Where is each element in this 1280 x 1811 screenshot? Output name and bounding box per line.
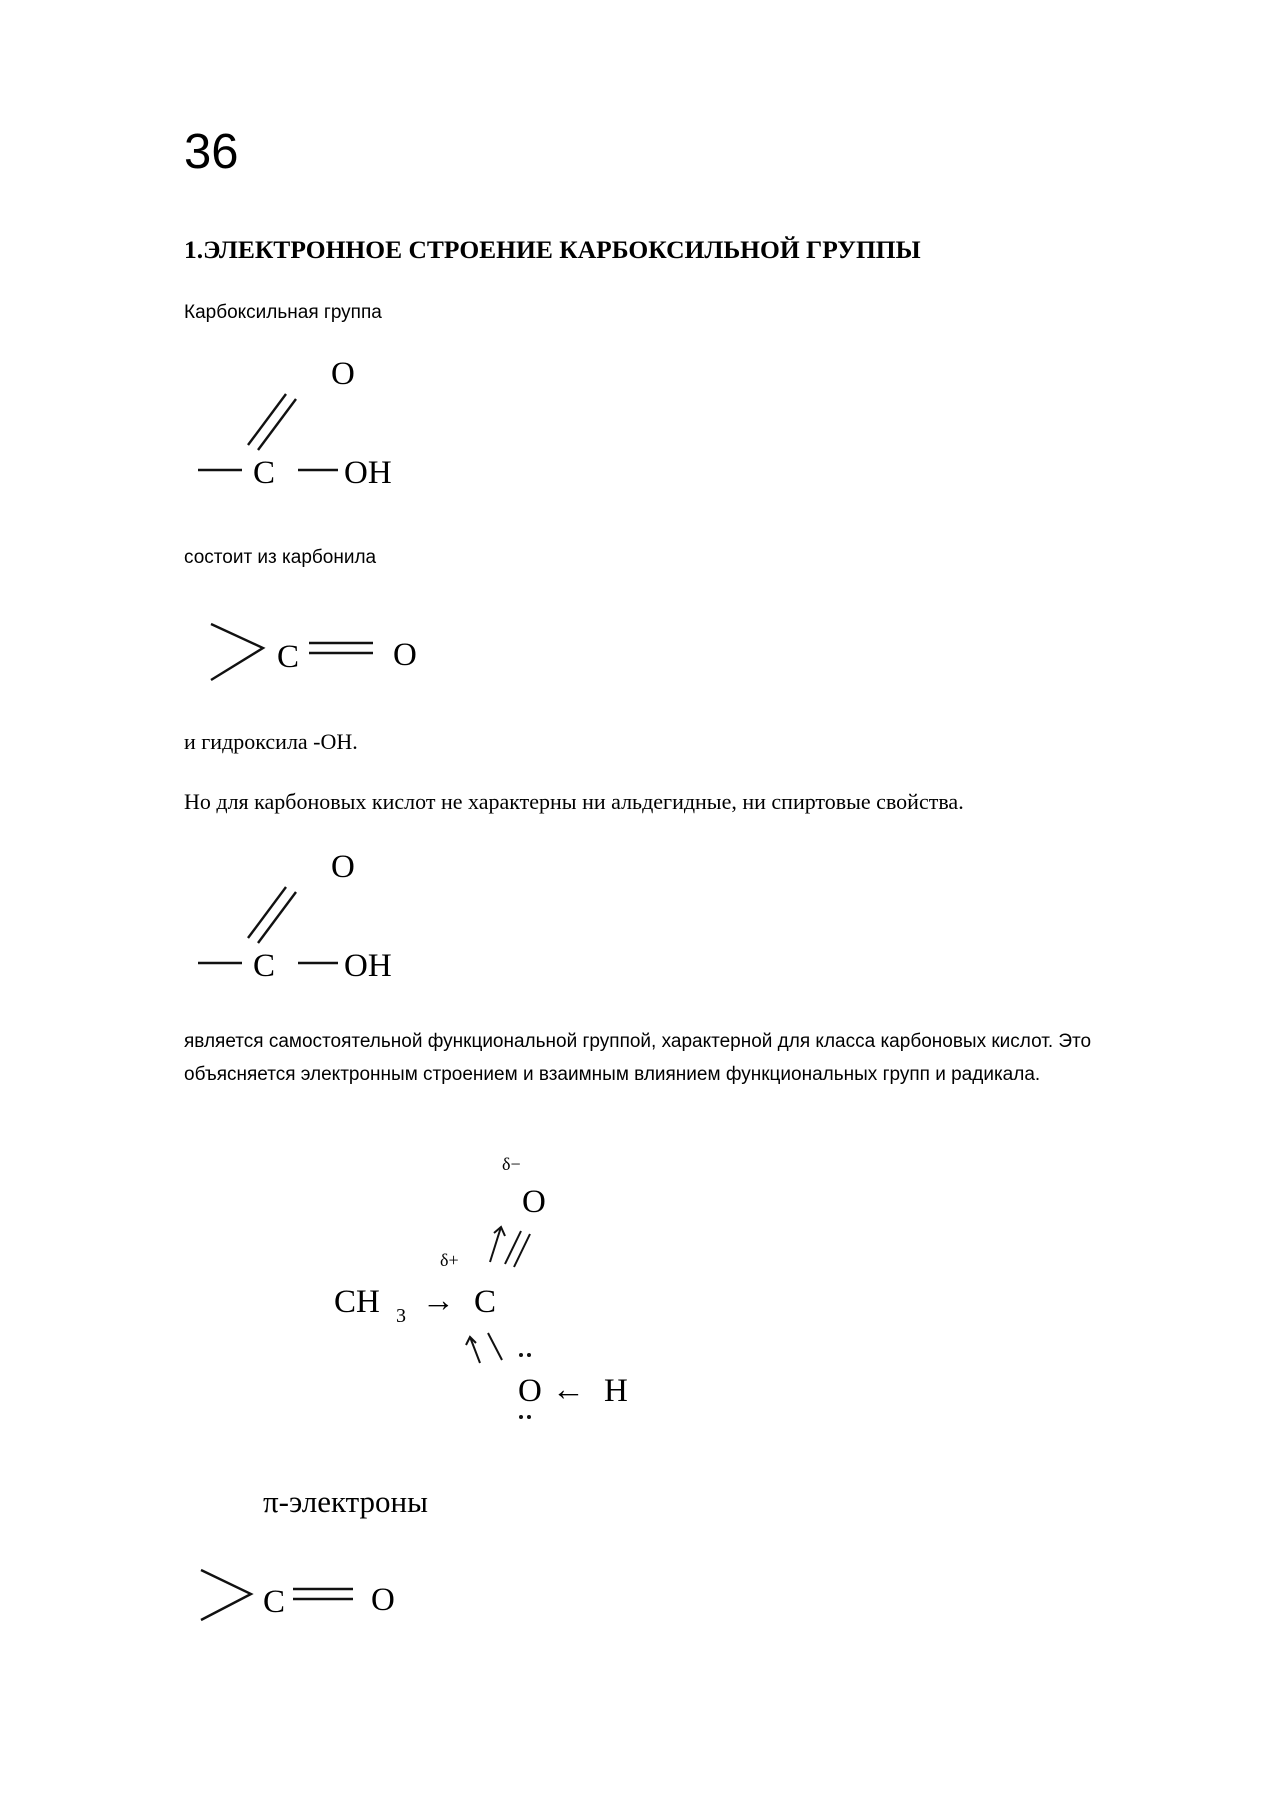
methyl-subscript: 3 [396,1305,406,1327]
carbon-atom: C [253,455,276,491]
pi-electrons-diagram [195,1472,555,1642]
pi-electrons-label: π-электроны [263,1484,428,1519]
oxygen-atom: O [331,356,355,392]
carbon-atom: C [474,1284,497,1320]
inductive-arrow-right: → [422,1283,455,1319]
carbon-atom: C [277,639,300,675]
carboxyl-group-formula [190,352,430,502]
hydroxyl-group: OH [344,455,392,491]
properties-text: Но для карбоновых кислот не характерны ни альдегидные, ни спиртовые свойства. [184,789,964,814]
hydrogen-atom: H [604,1373,628,1409]
bond-angle [201,1570,251,1620]
carboxyl-group-formula-repeat [190,845,430,995]
partial-positive-charge: δ+ [440,1250,459,1270]
top-oxygen-atom: O [522,1184,546,1220]
acetic-acid-polarization-diagram [320,1145,680,1445]
inductive-arrow-left: ← [552,1372,585,1408]
carbon-atom: C [263,1584,286,1620]
double-bond-with-shift-arrow [490,1227,530,1267]
methyl-group-ch: CH [334,1284,380,1320]
partial-negative-charge: δ− [502,1154,521,1174]
oxygen-atom: O [371,1582,395,1618]
section-heading: 1.ЭЛЕКТРОННОЕ СТРОЕНИЕ КАРБОКСИЛЬНОЙ ГРУППЫ [184,235,921,264]
carbonyl-formula [205,618,435,698]
page-number: 36 [184,125,239,179]
hydroxyl-text: и гидроксила -OH. [184,729,358,754]
carbonyl-label: состоит из карбонила [184,547,377,568]
oxygen-atom: O [331,849,355,885]
functional-group-explanation: является самостоятельной функциональной группой, характерной для класса карбоновых кислот. Это объясняется электронным строением и взаимным влиянием функциональных групп и радикала. [184,1031,1092,1085]
carboxyl-group-label: Карбоксильная группа [184,302,382,323]
oxygen-atom: O [393,637,417,673]
hydroxyl-group: OH [344,948,392,984]
bond-angle [211,624,263,680]
carbon-atom: C [253,948,276,984]
hydroxyl-oxygen-atom: O [518,1373,542,1409]
single-bond-with-shift-arrow [466,1333,502,1363]
